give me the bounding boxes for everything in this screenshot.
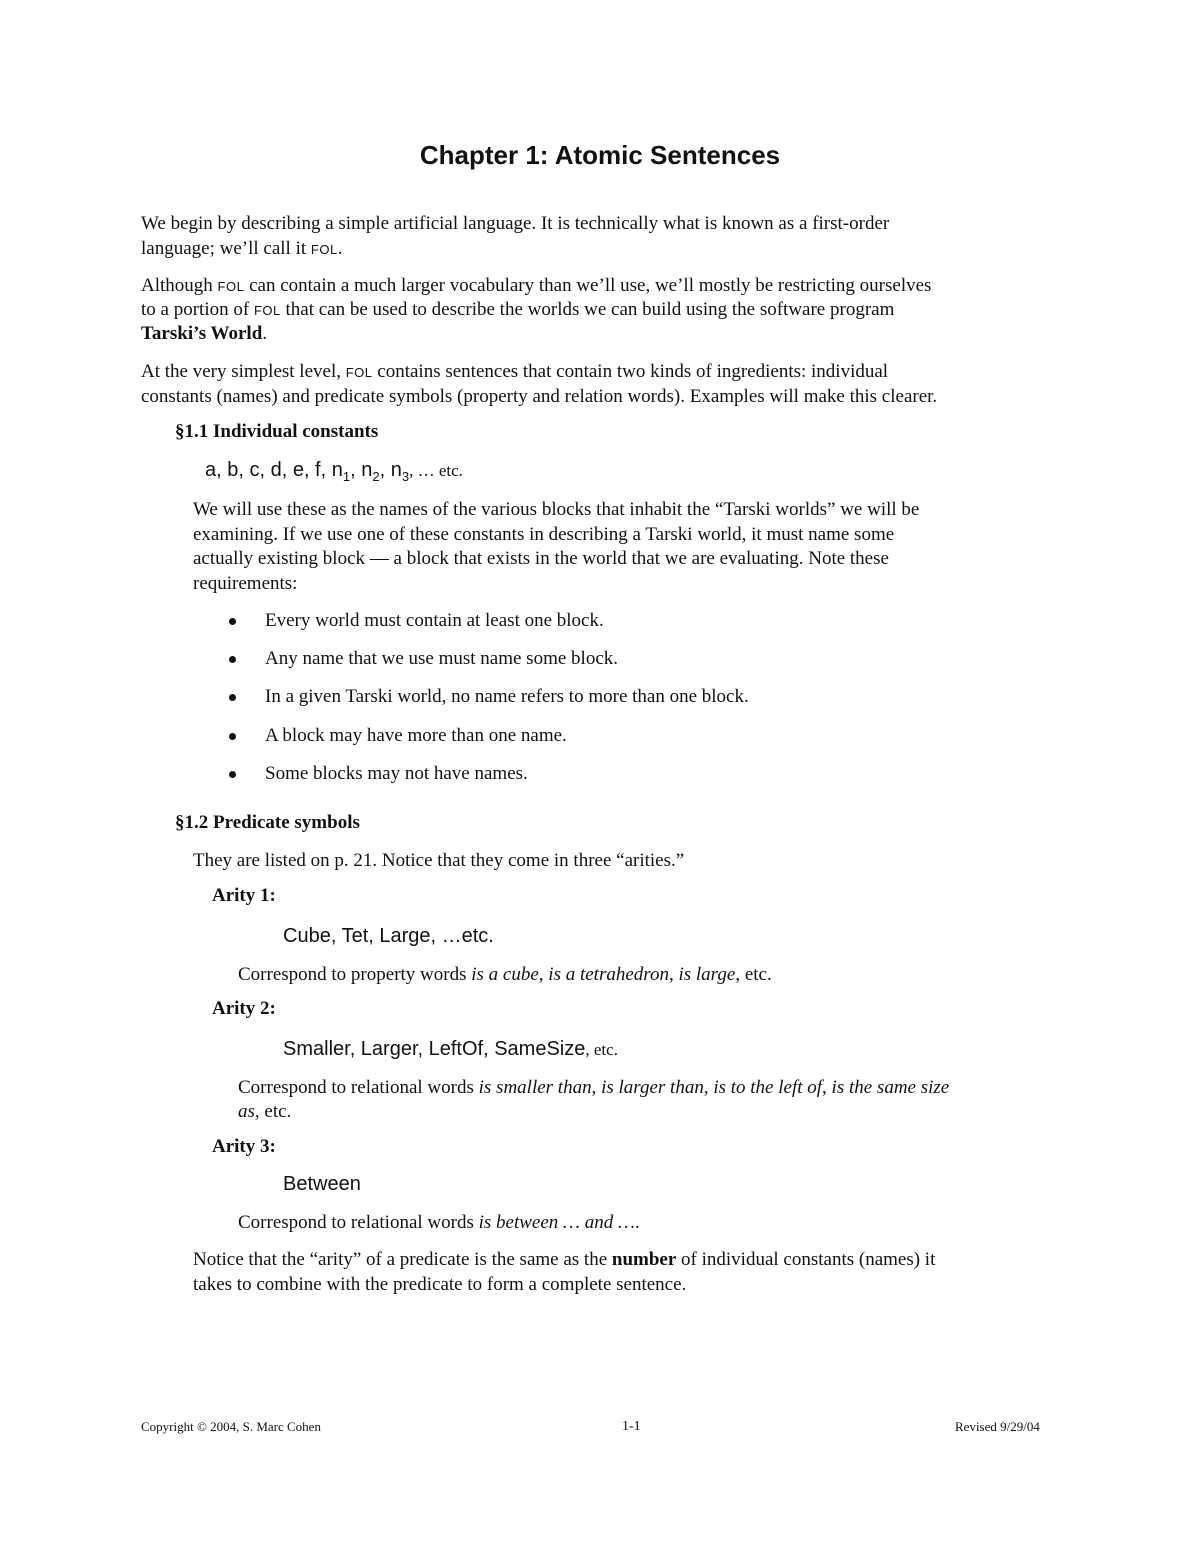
fol-term: FOL — [217, 279, 245, 294]
arity-2-label: Arity 2: — [212, 998, 276, 1019]
text-run: n — [390, 459, 402, 481]
section-1-2-intro: They are listed on p. 21. Notice that they come in three “arities.” — [193, 850, 685, 871]
arity-2-symbols — [283, 1038, 618, 1061]
intro-paragraph-2-line-1 — [141, 273, 931, 299]
text-run: Correspond to property words — [238, 964, 472, 985]
intro-paragraph-1-line-1: We begin by describing a simple artificial language. It is technically what is known as a first-order — [141, 213, 890, 234]
text-run: , etc. — [254, 1101, 292, 1122]
text-run: , etc. — [585, 1040, 618, 1059]
list-item: Some blocks may not have names. — [265, 763, 528, 784]
footer-revised-date: Revised 9/29/04 — [955, 1419, 1040, 1434]
arity-2-description-line-1 — [238, 1075, 949, 1100]
list-item: Any name that we use must name some block. — [265, 648, 619, 669]
text-run: , — [668, 964, 679, 985]
bullet-icon — [229, 733, 236, 740]
section-1-1-para-line-2: examining. If we use one of these constants in describing a Tarski world, it must name some — [193, 524, 895, 545]
fol-term: FOL — [345, 365, 373, 380]
list-item: In a given Tarski world, no name refers to more than one block. — [265, 686, 749, 707]
arity-3-symbols: Between — [283, 1173, 361, 1195]
bold-term: number — [611, 1249, 677, 1270]
text-run: , — [822, 1077, 832, 1098]
list-item: Every world must contain at least one block. — [265, 610, 604, 631]
list-item: A block may have more than one name. — [265, 725, 567, 746]
section-1-1-para-line-4: requirements: — [193, 573, 298, 594]
text-run: , — [350, 459, 362, 481]
text-run: , — [379, 459, 391, 481]
section-1-2-heading: §1.2 Predicate symbols — [175, 812, 360, 833]
text-run: that can be used to describe the worlds we can build using the software program — [280, 299, 895, 320]
text-run: can contain a much larger vocabulary than we’ll use, we’ll mostly be restricting ourselves — [244, 275, 932, 296]
text-run: language; we’ll call it — [141, 238, 311, 259]
text-run: Although — [141, 275, 218, 296]
italic-phrase: is large — [678, 964, 736, 985]
arity-3-description — [238, 1210, 640, 1235]
intro-paragraph-3-line-1 — [141, 359, 888, 385]
text-run: , — [591, 1077, 602, 1098]
text-run: n — [331, 459, 343, 481]
text-run: Notice that the “arity” of a predicate is the same as the — [193, 1249, 612, 1270]
text-run: , — [703, 1077, 714, 1098]
italic-phrase: as — [238, 1101, 255, 1122]
text-run: , — [538, 964, 549, 985]
arity-2-description-line-2 — [238, 1099, 291, 1124]
footer-copyright: Copyright © 2004, S. Marc Cohen — [141, 1419, 321, 1434]
text-run: of individual constants (names) it — [676, 1249, 936, 1270]
italic-phrase: is larger than — [601, 1077, 704, 1098]
text-run: a, b, c, d, e, f, — [205, 459, 332, 481]
section-1-1-para-line-3: actually existing block — a block that exists in the world that we are evaluating. Note these — [193, 548, 889, 569]
bullet-icon — [229, 694, 236, 701]
closing-paragraph-line-2: takes to combine with the predicate to form a complete sentence. — [193, 1274, 687, 1295]
bullet-icon — [229, 618, 236, 625]
text-run: At the very simplest level, — [141, 361, 346, 382]
text-run: . — [634, 1212, 640, 1233]
italic-phrase: is a cube — [471, 964, 539, 985]
section-1-1-heading: §1.1 Individual constants — [175, 421, 379, 442]
text-run: . — [337, 238, 343, 259]
fol-term: FOL — [310, 242, 338, 257]
bullet-icon — [229, 656, 236, 663]
fol-term: FOL — [253, 303, 281, 318]
arity-3-label: Arity 3: — [212, 1136, 276, 1157]
arity-1-description — [238, 962, 772, 987]
text-run: Correspond to relational words — [238, 1212, 479, 1233]
intro-paragraph-2-line-2 — [141, 297, 894, 323]
text-run: contains sentences that contain two kinds of ingredients: individual — [372, 361, 889, 382]
subscript: 2 — [372, 469, 380, 484]
intro-paragraph-2-line-3 — [141, 321, 267, 346]
arity-1-label: Arity 1: — [212, 885, 276, 906]
arity-1-symbols — [283, 925, 494, 948]
italic-phrase: is the same size — [831, 1077, 950, 1098]
italic-phrase: is a tetrahedron — [548, 964, 669, 985]
text-run: Cube, Tet, Large, …etc. — [283, 925, 494, 947]
individual-constants-list — [205, 459, 463, 484]
text-run: . — [262, 323, 268, 344]
subscript: 1 — [342, 469, 351, 484]
footer-page-number: 1-1 — [622, 1419, 641, 1434]
bullet-icon — [229, 771, 236, 778]
section-1-1-para-line-1: We will use these as the names of the various blocks that inhabit the “Tarski worlds” we will be — [193, 499, 920, 520]
tarskis-world-term: Tarski’s World — [141, 323, 263, 344]
italic-phrase: is smaller than — [478, 1077, 592, 1098]
closing-paragraph-line-1 — [193, 1247, 935, 1272]
intro-paragraph-3-line-2: constants (names) and predicate symbols (property and relation words). Examples will make this clearer. — [141, 386, 938, 407]
text-run: Smaller, Larger, LeftOf, SameSize — [283, 1038, 586, 1060]
text-run: , etc. — [735, 964, 772, 985]
chapter-title: Chapter 1: Atomic Sentences — [419, 140, 781, 170]
italic-phrase: is between … and … — [478, 1212, 635, 1233]
intro-paragraph-1-line-2 — [141, 236, 342, 262]
text-run: n — [361, 459, 373, 481]
italic-phrase: is to the left of — [713, 1077, 823, 1098]
text-run: , … etc. — [409, 461, 463, 480]
text-run: Correspond to relational words — [238, 1077, 479, 1098]
text-run: to a portion of — [141, 299, 254, 320]
subscript: 3 — [401, 469, 410, 484]
